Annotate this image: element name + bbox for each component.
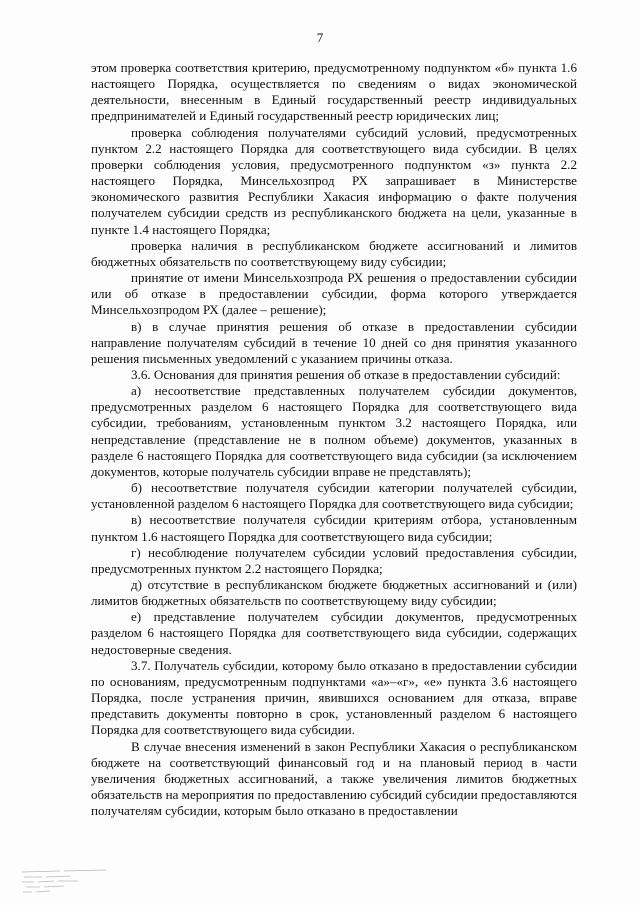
page-number: 7 <box>316 30 324 45</box>
paragraph-refusal-notice: в) в случае принятия решения об отказе в предоставлении субсидии направление получателям субсидий в течение 10 дней со дня принятия указанного решения письменных уведомлений с указанием причины отказа. <box>91 318 577 366</box>
paragraph-3-6-a: а) несоответствие представленных получателем субсидии документов, предусмотренных разделом 6 настоящего Порядка для соответствующего вида субсидии, требованиям, установленным пунктом 3.2 настоящего Порядка, или непредставление (представление не в полном объеме) документов, указанных в разделе 6 настоящего Порядка для соответствующего вида субсидии (за исключением документов, которые получатель субсидии вправе не представлять); <box>91 383 577 479</box>
paragraph-continuation: этом проверка соответствия критерию, предусмотренному подпунктом «б» пункта 1.6 настоящего Порядка, осуществляется по сведениям о видах экономической деятельности, внесенным в Единый государственный реестр индивидуальных предпринимателей и Единый государственный реестр юридических лиц; <box>91 60 577 124</box>
paragraph-3-6-e: е) представление получателем субсидии документов, предусмотренных разделом 6 настоящего Порядка для соответствующего вида субсидии, содержащих недостоверные сведения. <box>91 609 577 657</box>
document-body <box>91 60 577 819</box>
paragraph-decision: принятие от имени Минсельхозпрода РХ решения о предоставлении субсидии или об отказе в предоставлении субсидии, форма которого утверждается Минсельхозпродом РХ (далее – решение); <box>91 270 577 318</box>
paragraph-3-7: 3.7. Получатель субсидии, которому было отказано в предоставлении субсидии по основаниям, предусмотренным подпунктами «а»–«г», «е» пункта 3.6 настоящего Порядка, после устранения причин, явившихся основанием для отказа, вправе представить документы повторно в срок, установленный разделом 6 настоящего Порядка для соответствующего вида субсидии. <box>91 657 577 738</box>
paragraph-budget-changes: В случае внесения изменений в закон Республики Хакасия о республиканском бюджете на соответствующий финансовый год и на плановый период в части увеличения бюджетных ассигнований, а также увеличения лимитов бюджетных обязательств на мероприятия по предоставлению субсидий субсидии предоставляются получателям субсидии, которым было отказано в предоставлении <box>91 738 577 819</box>
scan-noise-mark <box>20 868 110 894</box>
paragraph-3-6-heading: 3.6. Основания для принятия решения об отказе в предоставлении субсидий: <box>131 366 561 382</box>
paragraph-3-6-v: в) несоответствие получателя субсидии критериям отбора, установленным пунктом 1.6 настоящего Порядка для соответствующего вида субсидии; <box>91 512 577 544</box>
paragraph-3-6-d: д) отсутствие в республиканском бюджете бюджетных ассигнований и (или) лимитов бюджетных обязательств по соответствующему виду субсидии; <box>91 577 577 609</box>
paragraph-conditions-check: проверка соблюдения получателями субсидий условий, предусмотренных пунктом 2.2 настоящего Порядка для соответствующего вида субсидии. В целях проверки соблюдения условия, предусмотренного подпунктом «з» пункта 2.2 настоящего Порядка, Минсельхозпрод РХ запрашивает в Министерстве экономического развития Республики Хакасия информацию о факте получения получателем субсидии средств из республиканского бюджета на цели, указанные в пункте 1.4 настоящего Порядка; <box>91 124 577 237</box>
paragraph-3-6-g: г) несоблюдение получателем субсидии условий предоставления субсидии, предусмотренных пунктом 2.2 настоящего Порядка; <box>91 544 577 576</box>
paragraph-budget-check: проверка наличия в республиканском бюджете ассигнований и лимитов бюджетных обязательств по соответствующему виду субсидии; <box>91 237 577 269</box>
paragraph-3-6-b: б) несоответствие получателя субсидии категории получателей субсидии, установленной разделом 6 настоящего Порядка для соответствующего вида субсидии; <box>91 480 577 512</box>
